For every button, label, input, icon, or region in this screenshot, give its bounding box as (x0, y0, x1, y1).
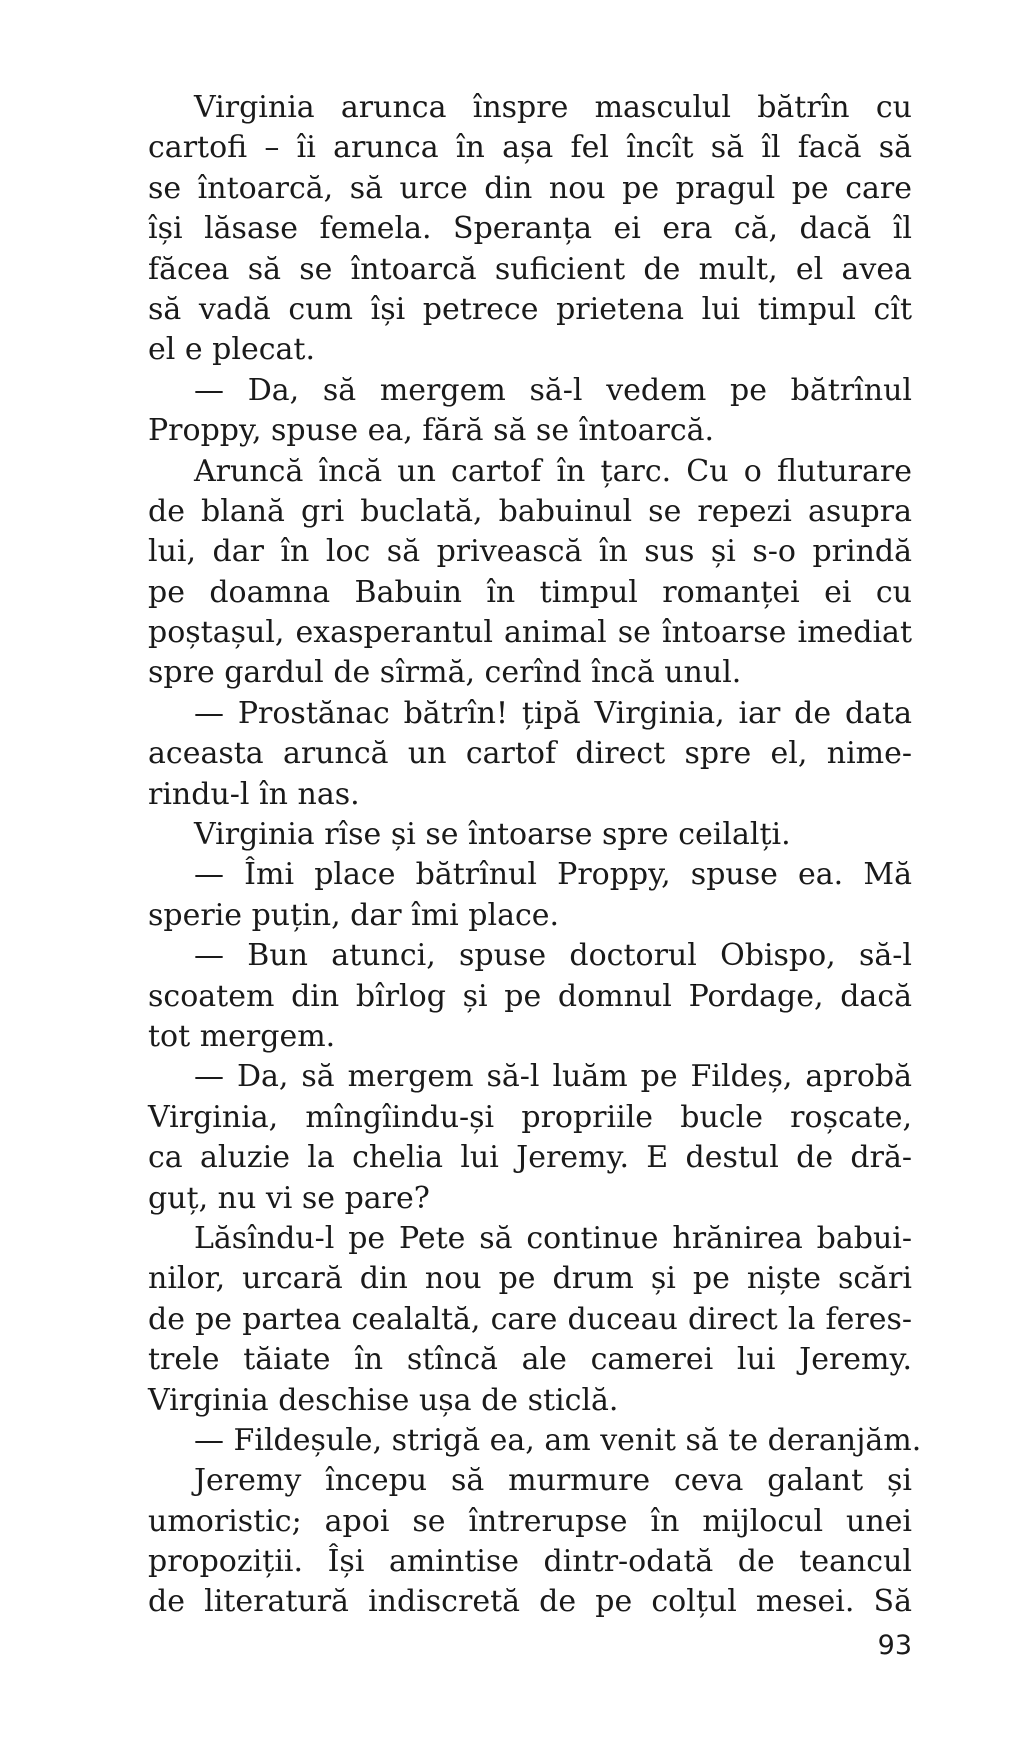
text-line: Virginia rîse și se întoarse spre ceilalți. (194, 817, 791, 853)
text-line: să vadă cum își petrece prietena lui timpul cît (148, 291, 912, 327)
text-line: de pe partea cealaltă, care duceau direct la feres- (148, 1301, 912, 1337)
text-line: de blană gri buclată, babuinul se repezi asupra (148, 493, 912, 529)
text-line: Lăsîndu-l pe Pete să continue hrănirea babui- (194, 1220, 912, 1256)
text-line: își lăsase femela. Speranța ei era că, dacă îl (148, 211, 912, 247)
page-number: 93 (877, 1630, 912, 1661)
text-line: de literatură indiscretă de pe colțul mesei. Să (148, 1584, 912, 1620)
text-line: — Îmi place bătrînul Proppy, spuse ea. Mă (194, 857, 912, 893)
text-line: Aruncă încă un cartof în țarc. Cu o fluturare (194, 453, 912, 489)
text-line: trele tăiate în stîncă ale camerei lui Jeremy. (148, 1342, 912, 1378)
text-line: el e plecat. (148, 332, 316, 368)
text-line: pe doamna Babuin în timpul romanței ei cu (148, 574, 912, 610)
book-page-text (148, 88, 922, 1623)
text-line: cartofi – îi arunca în așa fel încît să îl facă să (148, 130, 912, 166)
text-line: aceasta aruncă un cartof direct spre el, nime- (148, 736, 912, 772)
text-line: — Fildeșule, strigă ea, am venit să te deranjăm. (194, 1422, 922, 1458)
text-line: Virginia, mîngîindu-și propriile bucle roșcate, (148, 1099, 912, 1135)
text-line: lui, dar în loc să privească în sus și s-o prindă (148, 534, 912, 570)
text-line: — Da, să mergem să-l luăm pe Fildeș, aprobă (194, 1059, 912, 1095)
text-line: Proppy, spuse ea, fără să se întoarcă. (148, 413, 715, 449)
text-line: — Bun atunci, spuse doctorul Obispo, să-l (194, 938, 912, 974)
text-line: rindu-l în nas. (148, 776, 360, 812)
text-line: nilor, urcară din nou pe drum și pe niște scări (148, 1261, 912, 1297)
text-line: ca aluzie la chelia lui Jeremy. E destul de dră- (148, 1140, 912, 1176)
text-line: guț, nu vi se pare? (148, 1180, 430, 1216)
text-line: scoatem din bîrlog și pe domnul Pordage, dacă (148, 978, 912, 1014)
text-line: se întoarcă, să urce din nou pe pragul pe care (148, 170, 912, 206)
text-line: poștașul, exasperantul animal se întoarse imediat (148, 615, 912, 651)
text-line: făcea să se întoarcă suficient de mult, el avea (148, 251, 912, 287)
text-line: sperie puțin, dar îmi place. (148, 897, 560, 933)
text-line: spre gardul de sîrmă, cerînd încă unul. (148, 655, 742, 691)
text-line: tot mergem. (148, 1018, 336, 1054)
text-line: — Prostănac bătrîn! țipă Virginia, iar de data (194, 695, 912, 731)
text-line: propoziții. Își amintise dintr-odată de teancul (148, 1544, 912, 1580)
text-line: umoristic; apoi se întrerupse în mijlocul unei (148, 1503, 912, 1539)
text-line: Jeremy începu să murmure ceva galant și (194, 1463, 912, 1499)
text-line: Virginia arunca înspre masculul bătrîn cu (194, 90, 912, 125)
text-line: Virginia deschise ușa de sticlă. (148, 1382, 619, 1418)
text-line: — Da, să mergem să-l vedem pe bătrînul (194, 372, 912, 408)
